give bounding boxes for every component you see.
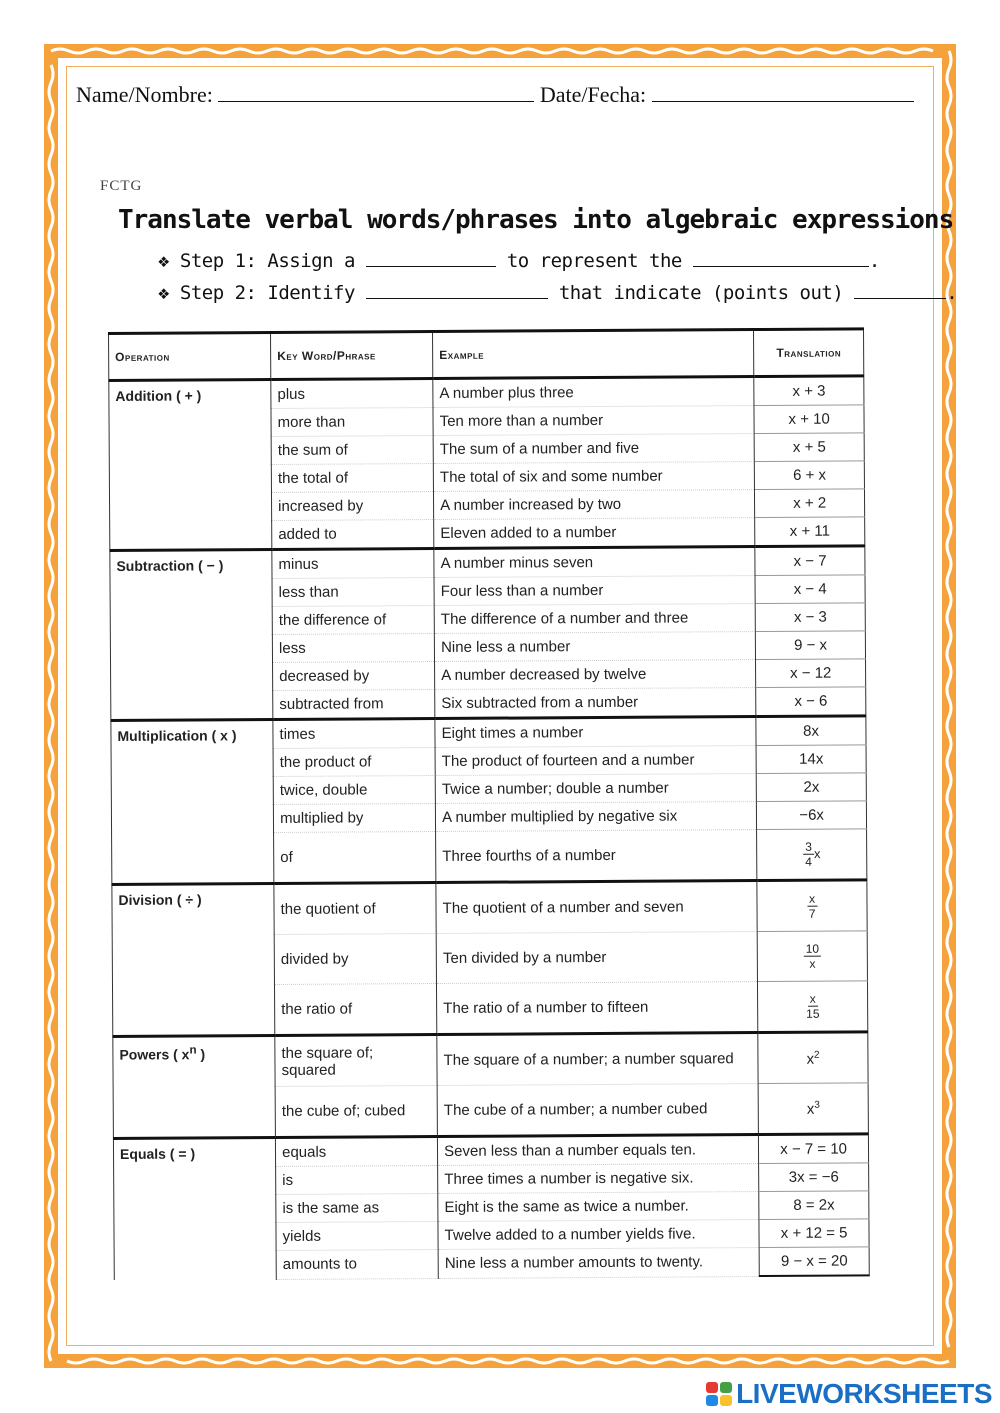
operations-table — [108, 327, 870, 1281]
keyword-cell: less than — [272, 578, 434, 607]
translation-cell — [754, 405, 864, 434]
denominator: x — [809, 956, 816, 971]
table-row — [109, 376, 864, 410]
example-cell: The ratio of a number to fifteen — [437, 982, 758, 1035]
keyword-cell: yields — [276, 1222, 438, 1251]
keyword-cell: equals — [275, 1137, 437, 1167]
source-tag: FCTG — [100, 178, 143, 194]
step-2-blank-2[interactable] — [854, 284, 946, 299]
step-2-text-b: that indicate (points out) — [558, 282, 844, 304]
example-cell: The product of fourteen and a number — [435, 746, 756, 776]
bullet-icon: ❖ — [158, 250, 169, 272]
translation-cell — [756, 631, 866, 660]
translation-cell — [756, 773, 866, 802]
keyword-cell: is the same as — [276, 1194, 438, 1223]
translation-cell — [755, 575, 865, 604]
keyword-cell: the sum of — [271, 436, 433, 465]
fraction — [807, 892, 817, 921]
name-field[interactable] — [218, 83, 534, 102]
example-cell: Nine less a number — [434, 632, 755, 662]
keyword-cell: is — [276, 1166, 438, 1195]
keyword-cell: amounts to — [276, 1249, 438, 1278]
step-2-blank-1[interactable] — [366, 284, 548, 299]
translation-cell — [759, 1191, 869, 1220]
exponent: 3 — [814, 1099, 820, 1111]
translation-text: x + 10 — [788, 410, 830, 428]
table-row — [112, 880, 867, 936]
operation-label: Subtraction ( − ) — [116, 557, 224, 574]
table-row — [113, 1032, 868, 1088]
translation-cell — [756, 659, 866, 688]
translation-cell — [756, 745, 866, 774]
example-cell: Three times a number is negative six. — [438, 1164, 759, 1194]
example-cell: The sum of a number and five — [433, 434, 754, 464]
fraction-variable: x — [813, 846, 821, 862]
example-cell: The cube of a number; a number cubed — [437, 1084, 758, 1137]
translation-text: 9 − x — [794, 636, 828, 654]
numerator: x — [807, 892, 817, 907]
example-cell: Ten more than a number — [433, 406, 754, 436]
example-cell: Eight times a number — [435, 717, 756, 748]
worksheet-title: Translate verbal words/phrases into algebraic expressions — [118, 205, 954, 235]
translation-text: x − 7 — [793, 552, 827, 570]
keyword-cell: less — [272, 634, 434, 663]
translation-text: 2x — [803, 778, 820, 796]
keyword-cell: multiplied by — [273, 804, 435, 833]
translation-text: x − 4 — [793, 580, 827, 598]
operation-label: Powers ( x — [119, 1046, 190, 1063]
fraction — [803, 840, 814, 869]
keyword-cell: the cube of; cubed — [275, 1086, 437, 1138]
table-header-row — [109, 329, 864, 381]
numerator: 3 — [803, 840, 814, 855]
operation-cell — [110, 550, 273, 721]
translation-cell — [758, 1083, 868, 1135]
step-2-text-a: Step 2: Identify — [179, 282, 355, 304]
example-cell: A number decreased by twelve — [435, 660, 756, 690]
translation-cell — [759, 1134, 869, 1164]
translation-text: −6x — [799, 806, 824, 824]
translation-text: x − 3 — [793, 608, 827, 626]
example-cell: A number multiplied by negative six — [436, 802, 757, 832]
logo-square — [720, 1395, 732, 1406]
keyword-cell: added to — [272, 520, 434, 550]
keyword-cell: more than — [271, 408, 433, 437]
operation-cell — [113, 1137, 276, 1279]
example-cell: Eight is the same as twice a number. — [438, 1192, 759, 1222]
translation-text: x + 2 — [793, 494, 827, 512]
operation-cell — [113, 1035, 276, 1138]
example-cell: The square of a number; a number squared — [437, 1033, 758, 1086]
step-1 — [158, 250, 880, 272]
fraction — [804, 942, 822, 971]
translation-text: 3x = −6 — [788, 1168, 839, 1186]
logo-square — [720, 1382, 732, 1393]
step-2-end: . — [946, 282, 958, 304]
translation-text: x + 3 — [792, 382, 826, 400]
translation-text: x + 11 — [789, 522, 830, 540]
step-1-text-b: to represent the — [506, 250, 682, 272]
example-cell: Three fourths of a number — [436, 830, 757, 883]
translation-text: 8 = 2x — [793, 1196, 835, 1214]
example-cell: The total of six and some number — [433, 462, 754, 492]
keyword-cell: plus — [271, 379, 433, 409]
keyword-cell: the total of — [271, 464, 433, 493]
step-1-end: . — [868, 250, 880, 272]
translation-cell — [757, 829, 867, 881]
keyword-cell: twice, double — [273, 776, 435, 805]
operation-cell — [112, 883, 275, 1036]
translation-text: x − 7 = 10 — [780, 1140, 848, 1158]
translation-text: x − 12 — [790, 664, 832, 682]
translation-text: x — [806, 1050, 815, 1068]
translation-cell — [758, 1032, 868, 1084]
translation-cell — [755, 461, 865, 490]
example-cell: Four less than a number — [434, 576, 755, 606]
step-1-blank-1[interactable] — [366, 252, 496, 267]
example-cell: A number increased by two — [434, 490, 755, 520]
keyword-cell: of — [274, 832, 436, 884]
operation-cell — [109, 380, 272, 551]
operation-superscript: n — [189, 1043, 197, 1057]
header-translation: Translation — [754, 329, 864, 377]
operation-label: Multiplication ( x ) — [117, 727, 237, 744]
translation-text: 9 − x = 20 — [780, 1252, 848, 1270]
operation-cell — [111, 719, 274, 884]
logo-square — [706, 1395, 718, 1406]
translation-text: 8x — [803, 722, 820, 740]
example-cell: A number plus three — [433, 377, 754, 408]
example-cell: Six subtracted from a number — [435, 688, 756, 719]
translation-cell — [755, 546, 865, 576]
example-cell: Eleven added to a number — [434, 518, 755, 549]
keyword-cell: times — [273, 719, 435, 749]
keyword-cell: the ratio of — [275, 984, 437, 1036]
translation-text: 6 + x — [792, 466, 827, 484]
translation-text: x − 6 — [794, 692, 828, 710]
translation-cell — [756, 716, 866, 746]
logo-square — [706, 1382, 718, 1393]
name-label: Name/Nombre: — [76, 82, 213, 107]
table-row — [113, 1134, 868, 1168]
table-row — [111, 716, 866, 750]
keyword-cell: the product of — [273, 748, 435, 777]
translation-cell — [755, 517, 865, 547]
translation-cell — [757, 880, 867, 932]
example-cell: The quotient of a number and seven — [436, 881, 757, 934]
example-cell: Nine less a number amounts to twenty. — [438, 1248, 759, 1278]
keyword-cell: subtracted from — [273, 690, 435, 720]
keyword-cell: the square of; squared — [275, 1035, 437, 1087]
keyword-cell: divided by — [274, 934, 436, 985]
denominator: 4 — [805, 854, 813, 869]
denominator: 15 — [806, 1006, 820, 1021]
example-cell: Twelve added to a number yields five. — [438, 1220, 759, 1250]
date-field[interactable] — [652, 83, 914, 102]
translation-cell — [754, 433, 864, 462]
table-row — [110, 546, 865, 580]
numerator: 10 — [804, 942, 821, 957]
operation-label: Addition ( + ) — [115, 387, 202, 404]
header-operation: Operation — [109, 333, 271, 381]
translation-cell — [757, 931, 867, 982]
translation-cell — [758, 981, 868, 1033]
keyword-cell: the quotient of — [274, 883, 436, 935]
example-cell: A number minus seven — [434, 547, 755, 578]
step-1-blank-2[interactable] — [693, 252, 869, 267]
numerator: x — [808, 992, 818, 1007]
translation-cell — [754, 376, 864, 406]
keyword-cell: the difference of — [272, 606, 434, 635]
example-cell: Seven less than a number equals ten. — [438, 1135, 759, 1166]
step-2 — [158, 282, 957, 304]
translation-cell — [759, 1163, 869, 1192]
translation-cell — [757, 801, 867, 830]
operation-label-end: ) — [196, 1046, 206, 1063]
translation-cell — [756, 687, 866, 717]
liveworksheets-logo — [706, 1380, 992, 1408]
bullet-icon: ❖ — [158, 282, 169, 304]
operation-label: Equals ( = ) — [119, 1145, 196, 1162]
translation-text: x — [806, 1100, 815, 1118]
denominator: 7 — [808, 906, 816, 921]
step-1-text-a: Step 1: Assign a — [179, 250, 355, 272]
translation-cell — [755, 489, 865, 518]
keyword-cell: increased by — [272, 492, 434, 521]
translation-cell — [755, 603, 865, 632]
translation-text: 14x — [799, 750, 824, 768]
example-cell: Twice a number; double a number — [435, 774, 756, 804]
name-date-line — [76, 82, 936, 108]
keyword-cell: decreased by — [273, 662, 435, 691]
translation-cell — [759, 1247, 869, 1276]
translation-text: x + 5 — [792, 438, 826, 456]
logo-text: LIVEWORKSHEETS — [736, 1378, 992, 1409]
header-example: Example — [433, 330, 754, 379]
operation-label: Division ( ÷ ) — [118, 891, 202, 908]
logo-icon — [706, 1382, 732, 1406]
example-cell: Ten divided by a number — [436, 932, 757, 984]
exponent: 2 — [813, 1049, 820, 1061]
translation-text: x + 12 = 5 — [780, 1224, 848, 1242]
fraction — [806, 992, 820, 1021]
header-keyword: Key Word/Phrase — [271, 332, 433, 380]
translation-cell — [759, 1219, 869, 1248]
example-cell: The difference of a number and three — [434, 604, 755, 634]
date-label: Date/Fecha: — [539, 82, 647, 107]
keyword-cell: minus — [272, 549, 434, 579]
